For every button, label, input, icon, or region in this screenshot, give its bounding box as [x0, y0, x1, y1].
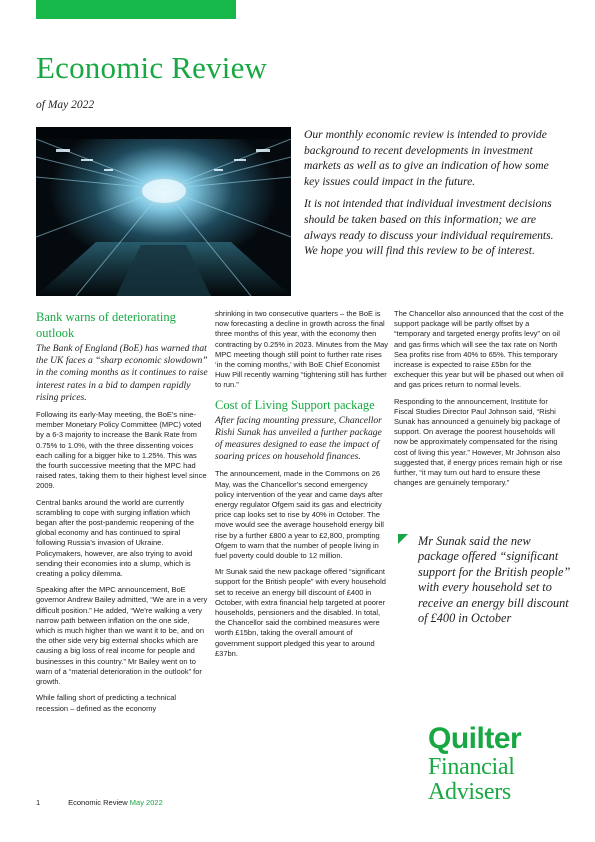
- body-paragraph: Mr Sunak said the new package offered “significant support for the British people” with every household set to receive an energy bill discount of £400 in October, with extra financial help targeted at poorer households, pensioners and the disabled. In total, the Chancellor said the combined measures were worth £15bn, taking the overall amount of government support pledged this year to around £37bn.: [215, 567, 386, 658]
- page-title: Economic Review: [36, 50, 268, 85]
- logo-brand: Quilter: [428, 722, 522, 755]
- body-paragraph: Following its early-May meeting, the BoE’s nine-member Monetary Policy Committee (MPC) voted by a 6-3 majority to increase the Bank Rate from 0.75% to 1.0%, with the three dissenting voices each calling for a bigger hike to 1.25%. This was the fourth successive meeting that the MPC had raised rates, taking them to their highest level since 2009.: [36, 410, 207, 491]
- intro-paragraph: It is not intended that individual investment decisions should be taken based on this information; we are always ready to discuss your individual requirements. We hope you will find this review to be of interest.: [304, 197, 554, 258]
- article-column-1: [36, 309, 209, 720]
- body-paragraph: shrinking in two consecutive quarters – the BoE is now forecasting a decline in growth across the final three months of this year, with the economy then contracting by 0.25% in 2023. Minutes from the May MPC meeting though still point to further rate rises ‘in the coming months,’ with BoE Chief Economist Huw Pill recently warning “tightening still has further to run.”: [215, 309, 389, 390]
- hero-image: [36, 127, 291, 296]
- page-footer: [36, 798, 163, 807]
- section-lead: The Bank of England (BoE) has warned that the UK faces a “sharp economic slowdown” in the coming months as it continues to raise interest rates in a bid to dampen rapidly rising prices.: [36, 343, 208, 403]
- intro-paragraph: Our monthly economic review is intended to provide background to recent developments in investment markets as well as to give an indication of how some key issues could impact in the future.: [304, 128, 549, 188]
- article-column-3: [394, 309, 567, 494]
- footer-publication: Economic Review: [68, 798, 128, 807]
- logo-line: Advisers: [428, 779, 511, 805]
- body-paragraph: Central banks around the world are currently scrambling to cope with surging inflation which began after the post-pandemic reopening of the global economy and has continued to spiral following Russia’s invasion of Ukraine. Policymakers, however, are also trying to avoid sending their economies into a slump, which is creating a policy dilemma.: [36, 497, 195, 579]
- header-banner: [36, 0, 236, 19]
- issue-date: of May 2022: [36, 99, 95, 111]
- pull-quote: [398, 534, 573, 626]
- body-paragraph: Responding to the announcement, Institute for Fiscal Studies Director Paul Johnson said, “Rishi Sunak has announced a genuinely big package of support. On average the poorest households will now be approximately compensated for the rising cost of living this year.” However, Mr Johnson also suggested that, if energy prices remain high or rise further, “it may turn out hard to ensure these changes are genuinely temporary.”: [394, 396, 563, 488]
- body-paragraph: While falling short of predicting a technical recession – defined as the economy: [36, 693, 177, 713]
- footer-date: May 2022: [129, 798, 163, 807]
- company-logo: [428, 724, 521, 804]
- quote-mark-icon: [398, 534, 408, 544]
- section-lead: After facing mounting pressure, Chancellor Rishi Sunak has unveiled a further package of measures designed to ease the impact of soaring prices on household finances.: [215, 414, 382, 463]
- intro-text: [304, 127, 564, 266]
- section-heading: Cost of Living Support package: [215, 397, 375, 412]
- page-number: 1: [36, 798, 41, 807]
- body-paragraph: The Chancellor also announced that the cost of the support package will be partly offset by a “temporary and targeted energy profits levy” on oil and gas firms which will see the tax rate on North Sea profits rise from 40% to 65%. This temporary increase is expected to raise £5bn for the exchequer this year but will be phased out when oil and gas prices return to normal levels.: [394, 309, 564, 390]
- pull-quote-text: Mr Sunak said the new package offered “significant support for the British people” with every household set to receive an energy bill discount of £400 in October: [418, 534, 571, 626]
- article-column-2: [215, 309, 388, 665]
- body-paragraph: Speaking after the MPC announcement, BoE governor Andrew Bailey admitted, “We are in a very difficult position.” He added, “We’re walking a very narrow path between inflation on the one side, which is much higher than we want it to be, and on the other side very big external shocks which are causing a big loss of real income for people and businesses in this country.” Mr Bailey went on to warn of a “material deterioration in the outlook” for growth.: [36, 585, 208, 687]
- logo-line: Financial: [428, 754, 515, 780]
- body-paragraph: The announcement, made in the Commons on 26 May, was the Chancellor’s second emergency policy intervention of the year and came days after energy regulator Ofgem said its gas and electricity price cap looks set to rise by 40% in October. The move would see the average household energy bill rise by a further £800 a year to £2,800, prompting Ofgem to warn that the number of people living in fuel poverty could double to 12 million.: [215, 469, 384, 561]
- section-heading: Bank warns of deteriorating outlook: [36, 310, 176, 340]
